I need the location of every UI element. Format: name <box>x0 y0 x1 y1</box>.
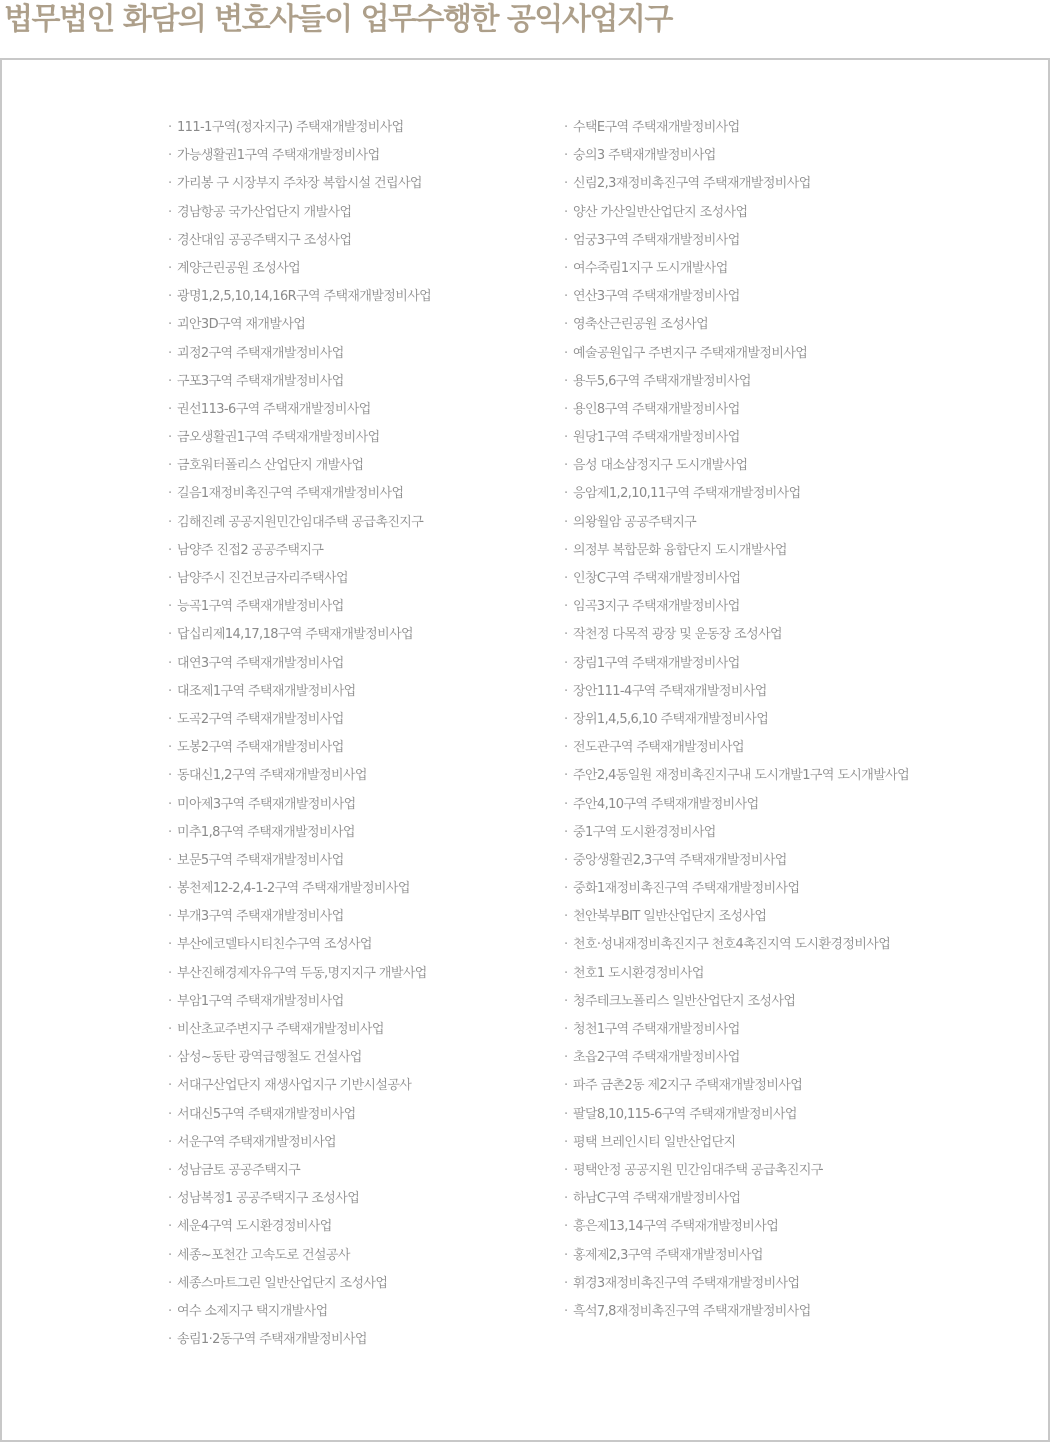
project-list-item <box>564 1072 909 1100</box>
project-name: 초읍2구역 주택재개발정비사업 <box>573 1050 740 1066</box>
project-name: 여수 소제지구 택지개발사업 <box>177 1303 328 1319</box>
project-name: 작천정 다목적 광장 및 운동장 조성사업 <box>573 627 782 643</box>
bullet-icon: · <box>564 373 568 389</box>
bullet-icon: · <box>168 289 172 305</box>
bullet-icon: · <box>564 401 568 417</box>
bullet-icon: · <box>168 1303 172 1319</box>
project-list-item <box>564 1242 909 1270</box>
project-list-item <box>168 142 431 170</box>
project-name: 괴안3D구역 재개발사업 <box>177 317 306 333</box>
project-name: 중앙생활권2,3구역 주택재개발정비사업 <box>573 852 787 868</box>
project-list-item <box>564 678 909 706</box>
project-name: 신림2,3재정비촉진구역 주택재개발정비사업 <box>573 176 811 192</box>
right-project-list <box>564 114 909 1326</box>
project-list-item <box>168 227 431 255</box>
project-name: 부암1구역 주택재개발정비사업 <box>177 993 344 1009</box>
project-name: 경남항공 국가산업단지 개발사업 <box>177 204 352 220</box>
project-list-item <box>564 960 909 988</box>
project-list-item <box>564 142 909 170</box>
project-name: 하남C구역 주택재개발정비사업 <box>573 1191 741 1207</box>
project-name: 엄궁3구역 주택재개발정비사업 <box>573 232 740 248</box>
bullet-icon: · <box>168 881 172 897</box>
project-list-item <box>168 340 431 368</box>
bullet-icon: · <box>168 260 172 276</box>
project-name: 동대신1,2구역 주택재개발정비사업 <box>177 768 367 784</box>
project-name: 휘경3재정비촉진구역 주택재개발정비사업 <box>573 1275 800 1291</box>
bullet-icon: · <box>168 120 172 135</box>
bullet-icon: · <box>564 1078 568 1094</box>
project-name: 김해진례 공공지원민간임대주택 공급촉진지구 <box>177 514 424 530</box>
project-name: 도봉2구역 주택재개발정비사업 <box>177 740 344 756</box>
bullet-icon: · <box>564 317 568 333</box>
project-list-item <box>168 396 431 424</box>
project-list-item <box>168 452 431 480</box>
project-name: 부산진해경제자유구역 두동,명지지구 개발사업 <box>177 965 427 981</box>
bullet-icon: · <box>564 824 568 840</box>
project-list-item <box>564 1185 909 1213</box>
bullet-icon: · <box>168 148 172 164</box>
project-list-item <box>564 1157 909 1185</box>
bullet-icon: · <box>564 232 568 248</box>
project-list-item <box>168 903 431 931</box>
project-list-item <box>564 368 909 396</box>
project-name: 장위1,4,5,6,10 주택재개발정비사업 <box>573 711 769 727</box>
bullet-icon: · <box>168 683 172 699</box>
project-name: 광명1,2,5,10,14,16R구역 주택재개발정비사업 <box>177 289 432 305</box>
bullet-icon: · <box>564 430 568 446</box>
project-name: 대연3구역 주택재개발정비사업 <box>177 655 344 671</box>
bullet-icon: · <box>564 120 568 135</box>
project-list-item <box>564 199 909 227</box>
project-list-item <box>168 311 431 339</box>
project-name: 청천1구역 주택재개발정비사업 <box>573 1022 740 1037</box>
project-list-item <box>564 875 909 903</box>
project-list-item <box>168 283 431 311</box>
project-list-item <box>168 1185 431 1213</box>
project-list-item <box>168 706 431 734</box>
project-name: 대조제1구역 주택재개발정비사업 <box>177 683 356 699</box>
project-name: 계양근린공원 조성사업 <box>177 260 301 276</box>
bullet-icon: · <box>564 260 568 276</box>
bullet-icon: · <box>168 1191 172 1207</box>
project-name: 숭의3 주택재개발정비사업 <box>573 148 716 164</box>
project-name: 봉천제12-2,4-1-2구역 주택재개발정비사업 <box>177 881 410 897</box>
project-name: 경산대임 공공주택지구 조성사업 <box>177 232 352 248</box>
bullet-icon: · <box>168 1022 172 1037</box>
project-list-item <box>168 537 431 565</box>
bullet-icon: · <box>564 852 568 868</box>
project-name: 평택 브레인시티 일반산업단지 <box>573 1134 736 1150</box>
project-name: 도곡2구역 주택재개발정비사업 <box>177 711 344 727</box>
bullet-icon: · <box>168 1247 172 1263</box>
project-list-item <box>168 1213 431 1241</box>
project-name: 주안4,10구역 주택재개발정비사업 <box>573 796 759 812</box>
project-list-item <box>564 650 909 678</box>
bullet-icon: · <box>168 571 172 586</box>
bullet-icon: · <box>564 627 568 643</box>
project-list-item <box>168 762 431 790</box>
project-list-item <box>564 1101 909 1129</box>
project-list-item <box>564 170 909 198</box>
bullet-icon: · <box>564 1162 568 1178</box>
bullet-icon: · <box>168 711 172 727</box>
project-list-item <box>168 1270 431 1298</box>
bullet-icon: · <box>564 458 568 474</box>
project-name: 응암제1,2,10,11구역 주택재개발정비사업 <box>573 486 801 502</box>
project-name: 금오생활권1구역 주택재개발정비사업 <box>177 430 380 446</box>
project-list-item <box>168 931 431 959</box>
bullet-icon: · <box>564 683 568 699</box>
project-name: 보문5구역 주택재개발정비사업 <box>177 852 344 868</box>
project-list-item <box>168 1044 431 1072</box>
project-name: 전도관구역 주택재개발정비사업 <box>573 740 744 756</box>
bullet-icon: · <box>168 1162 172 1178</box>
project-name: 가리봉 구 시장부지 주차장 복합시설 건립사업 <box>177 176 422 192</box>
project-list-item <box>564 1044 909 1072</box>
project-list-item <box>168 424 431 452</box>
project-name: 세운4구역 도시환경정비사업 <box>177 1219 332 1235</box>
bullet-icon: · <box>168 542 172 558</box>
project-list-item <box>564 791 909 819</box>
project-name: 원당1구역 주택재개발정비사업 <box>573 430 740 446</box>
project-list-item <box>564 396 909 424</box>
bullet-icon: · <box>168 796 172 812</box>
project-name: 연산3구역 주택재개발정비사업 <box>573 289 740 305</box>
project-name: 임곡3지구 주택재개발정비사업 <box>573 599 740 615</box>
project-list-item <box>168 509 431 537</box>
project-name: 장안111-4구역 주택재개발정비사업 <box>573 683 767 699</box>
project-name: 성남복정1 공공주택지구 조성사업 <box>177 1191 360 1207</box>
bullet-icon: · <box>168 1275 172 1291</box>
project-name: 남양주 진접2 공공주택지구 <box>177 542 324 558</box>
project-name: 용인8구역 주택재개발정비사업 <box>573 401 740 417</box>
bullet-icon: · <box>564 965 568 981</box>
project-list-item <box>168 1326 431 1354</box>
bullet-icon: · <box>564 909 568 925</box>
bullet-icon: · <box>564 1247 568 1263</box>
bullet-icon: · <box>564 937 568 953</box>
bullet-icon: · <box>564 740 568 756</box>
project-name: 천안북부BIT 일반산업단지 조성사업 <box>573 909 767 925</box>
project-list-item <box>168 199 431 227</box>
bullet-icon: · <box>168 176 172 192</box>
page-title: 법무법인 화담의 변호사들이 업무수행한 공익사업지구 <box>4 2 672 37</box>
project-list-item <box>168 1101 431 1129</box>
project-name: 장림1구역 주택재개발정비사업 <box>573 655 740 671</box>
bullet-icon: · <box>564 1050 568 1066</box>
project-list-item <box>564 1213 909 1241</box>
bullet-icon: · <box>168 627 172 643</box>
project-list-item <box>564 847 909 875</box>
project-name: 수택E구역 주택재개발정비사업 <box>573 120 740 135</box>
project-name: 중화1재정비촉진구역 주택재개발정비사업 <box>573 881 800 897</box>
project-list-item <box>168 170 431 198</box>
bullet-icon: · <box>168 232 172 248</box>
project-list-item <box>168 1242 431 1270</box>
project-name: 서대구산업단지 재생사업지구 기반시설공사 <box>177 1078 412 1094</box>
project-list-item <box>564 509 909 537</box>
project-list-item <box>168 565 431 593</box>
project-name: 천호·성내재정비촉진지구 천호4촉진지역 도시환경정비사업 <box>573 937 891 953</box>
project-list-item <box>564 480 909 508</box>
project-list-item <box>564 988 909 1016</box>
project-name: 삼성~동탄 광역급행철도 건설사업 <box>177 1050 362 1066</box>
project-name: 천호1 도시환경정비사업 <box>573 965 704 981</box>
project-name: 홍제제2,3구역 주택재개발정비사업 <box>573 1247 763 1263</box>
bullet-icon: · <box>564 289 568 305</box>
project-name: 답십리제14,17,18구역 주택재개발정비사업 <box>177 627 413 643</box>
project-list-item <box>564 706 909 734</box>
project-list-item <box>564 1129 909 1157</box>
project-name: 미아제3구역 주택재개발정비사업 <box>177 796 356 812</box>
project-list-item <box>564 537 909 565</box>
project-name: 용두5,6구역 주택재개발정비사업 <box>573 373 751 389</box>
bullet-icon: · <box>168 345 172 361</box>
project-name: 양산 가산일반산업단지 조성사업 <box>573 204 748 220</box>
bullet-icon: · <box>564 1303 568 1319</box>
project-list-item <box>168 1298 431 1326</box>
project-name: 파주 금촌2동 제2지구 주택재개발정비사업 <box>573 1078 803 1094</box>
project-name: 흥은제13,14구역 주택재개발정비사업 <box>573 1219 779 1235</box>
project-name: 음성 대소삼정지구 도시개발사업 <box>573 458 748 474</box>
bullet-icon: · <box>168 1106 172 1122</box>
project-list-item <box>168 847 431 875</box>
project-list-item <box>168 1072 431 1100</box>
project-list-item <box>168 960 431 988</box>
project-list-item <box>168 988 431 1016</box>
project-list-item <box>168 650 431 678</box>
project-name: 송림1·2동구역 주택재개발정비사업 <box>177 1332 367 1348</box>
project-name: 여수죽림1지구 도시개발사업 <box>573 260 728 276</box>
project-list-item <box>564 255 909 283</box>
bullet-icon: · <box>564 768 568 784</box>
project-name: 남양주시 진건보금자리주택사업 <box>177 571 348 586</box>
project-list-item <box>168 593 431 621</box>
project-name: 세종스마트그린 일반산업단지 조성사업 <box>177 1275 388 1291</box>
project-name: 권선113-6구역 주택재개발정비사업 <box>177 401 371 417</box>
project-name: 영축산근린공원 조성사업 <box>573 317 709 333</box>
project-list-item <box>168 1157 431 1185</box>
project-list-item <box>168 368 431 396</box>
bullet-icon: · <box>168 317 172 333</box>
bullet-icon: · <box>564 571 568 586</box>
bullet-icon: · <box>564 993 568 1009</box>
bullet-icon: · <box>168 655 172 671</box>
project-list-item <box>564 621 909 649</box>
project-list-item <box>168 875 431 903</box>
project-list-item <box>168 621 431 649</box>
project-list-item <box>168 734 431 762</box>
project-list-item <box>564 931 909 959</box>
project-list-item <box>564 565 909 593</box>
project-name: 가능생활권1구역 주택재개발정비사업 <box>177 148 380 164</box>
bullet-icon: · <box>168 599 172 615</box>
project-name: 예술공원입구 주변지구 주택재개발정비사업 <box>573 345 808 361</box>
project-name: 서운구역 주택재개발정비사업 <box>177 1134 336 1150</box>
project-name: 주안2,4동일원 재정비촉진지구내 도시개발1구역 도시개발사업 <box>573 768 910 784</box>
bullet-icon: · <box>168 430 172 446</box>
project-list-item <box>168 678 431 706</box>
bullet-icon: · <box>564 1134 568 1150</box>
project-list-item <box>564 1298 909 1326</box>
bullet-icon: · <box>168 1219 172 1235</box>
project-list-item <box>564 762 909 790</box>
bullet-icon: · <box>564 514 568 530</box>
project-name: 길음1재정비촉진구역 주택재개발정비사업 <box>177 486 404 502</box>
bullet-icon: · <box>168 1332 172 1348</box>
project-name: 미추1,8구역 주택재개발정비사업 <box>177 824 355 840</box>
project-list-item <box>168 1016 431 1044</box>
project-list-item <box>564 1270 909 1298</box>
bullet-icon: · <box>564 148 568 164</box>
bullet-icon: · <box>168 1134 172 1150</box>
project-list-item <box>564 340 909 368</box>
project-name: 금호워터폴리스 산업단지 개발사업 <box>177 458 364 474</box>
project-list-item <box>564 283 909 311</box>
bullet-icon: · <box>564 881 568 897</box>
bullet-icon: · <box>564 1219 568 1235</box>
bullet-icon: · <box>564 345 568 361</box>
bullet-icon: · <box>168 965 172 981</box>
project-name: 인창C구역 주택재개발정비사업 <box>573 571 741 586</box>
project-list-item <box>564 227 909 255</box>
bullet-icon: · <box>168 1078 172 1094</box>
project-name: 중1구역 도시환경정비사업 <box>573 824 716 840</box>
bullet-icon: · <box>168 373 172 389</box>
project-name: 세종~포천간 고속도로 건설공사 <box>177 1247 350 1263</box>
project-name: 성남금토 공공주택지구 <box>177 1162 301 1178</box>
project-name: 부개3구역 주택재개발정비사업 <box>177 909 344 925</box>
bullet-icon: · <box>564 599 568 615</box>
bullet-icon: · <box>564 796 568 812</box>
bullet-icon: · <box>168 514 172 530</box>
project-list-item <box>168 791 431 819</box>
bullet-icon: · <box>564 204 568 220</box>
left-project-list <box>168 114 431 1354</box>
project-name: 의왕월암 공공주택지구 <box>573 514 697 530</box>
project-name: 구포3구역 주택재개발정비사업 <box>177 373 344 389</box>
bullet-icon: · <box>564 1191 568 1207</box>
bullet-icon: · <box>564 176 568 192</box>
project-list-item <box>168 480 431 508</box>
project-name: 부산에코델타시티친수구역 조성사업 <box>177 937 372 953</box>
project-name: 능곡1구역 주택재개발정비사업 <box>177 599 344 615</box>
bullet-icon: · <box>168 1050 172 1066</box>
project-list-item <box>564 424 909 452</box>
bullet-icon: · <box>168 458 172 474</box>
project-name: 111-1구역(정자지구) 주택재개발정비사업 <box>177 120 404 135</box>
project-list-item <box>564 452 909 480</box>
bullet-icon: · <box>564 711 568 727</box>
bullet-icon: · <box>168 909 172 925</box>
project-list-item <box>168 1129 431 1157</box>
project-list-item <box>564 734 909 762</box>
bullet-icon: · <box>168 993 172 1009</box>
bullet-icon: · <box>168 740 172 756</box>
project-list-item <box>564 1016 909 1044</box>
project-name: 비산초교주변지구 주택재개발정비사업 <box>177 1022 384 1037</box>
project-name: 의정부 복합문화 융합단지 도시개발사업 <box>573 542 787 558</box>
project-name: 평택안정 공공지원 민간임대주택 공급촉진지구 <box>573 1162 823 1178</box>
bullet-icon: · <box>168 768 172 784</box>
project-list-item <box>564 593 909 621</box>
project-name: 서대신5구역 주택재개발정비사업 <box>177 1106 356 1122</box>
bullet-icon: · <box>564 542 568 558</box>
project-list-item <box>564 903 909 931</box>
project-list-item <box>168 819 431 847</box>
project-list-item <box>564 311 909 339</box>
project-name: 흑석7,8재정비촉진구역 주택재개발정비사업 <box>573 1303 811 1319</box>
bullet-icon: · <box>168 824 172 840</box>
bullet-icon: · <box>564 1275 568 1291</box>
project-list-item <box>564 114 909 142</box>
project-list-box <box>0 58 1050 1442</box>
project-list-item <box>168 114 431 142</box>
project-name: 괴정2구역 주택재개발정비사업 <box>177 345 344 361</box>
bullet-icon: · <box>168 204 172 220</box>
project-name: 팔달8,10,115-6구역 주택재개발정비사업 <box>573 1106 797 1122</box>
project-name: 청주테크노폴리스 일반산업단지 조성사업 <box>573 993 796 1009</box>
bullet-icon: · <box>564 655 568 671</box>
bullet-icon: · <box>564 1022 568 1037</box>
bullet-icon: · <box>168 486 172 502</box>
bullet-icon: · <box>168 852 172 868</box>
project-list-item <box>168 255 431 283</box>
bullet-icon: · <box>564 1106 568 1122</box>
bullet-icon: · <box>168 937 172 953</box>
bullet-icon: · <box>564 486 568 502</box>
bullet-icon: · <box>168 401 172 417</box>
project-list-item <box>564 819 909 847</box>
